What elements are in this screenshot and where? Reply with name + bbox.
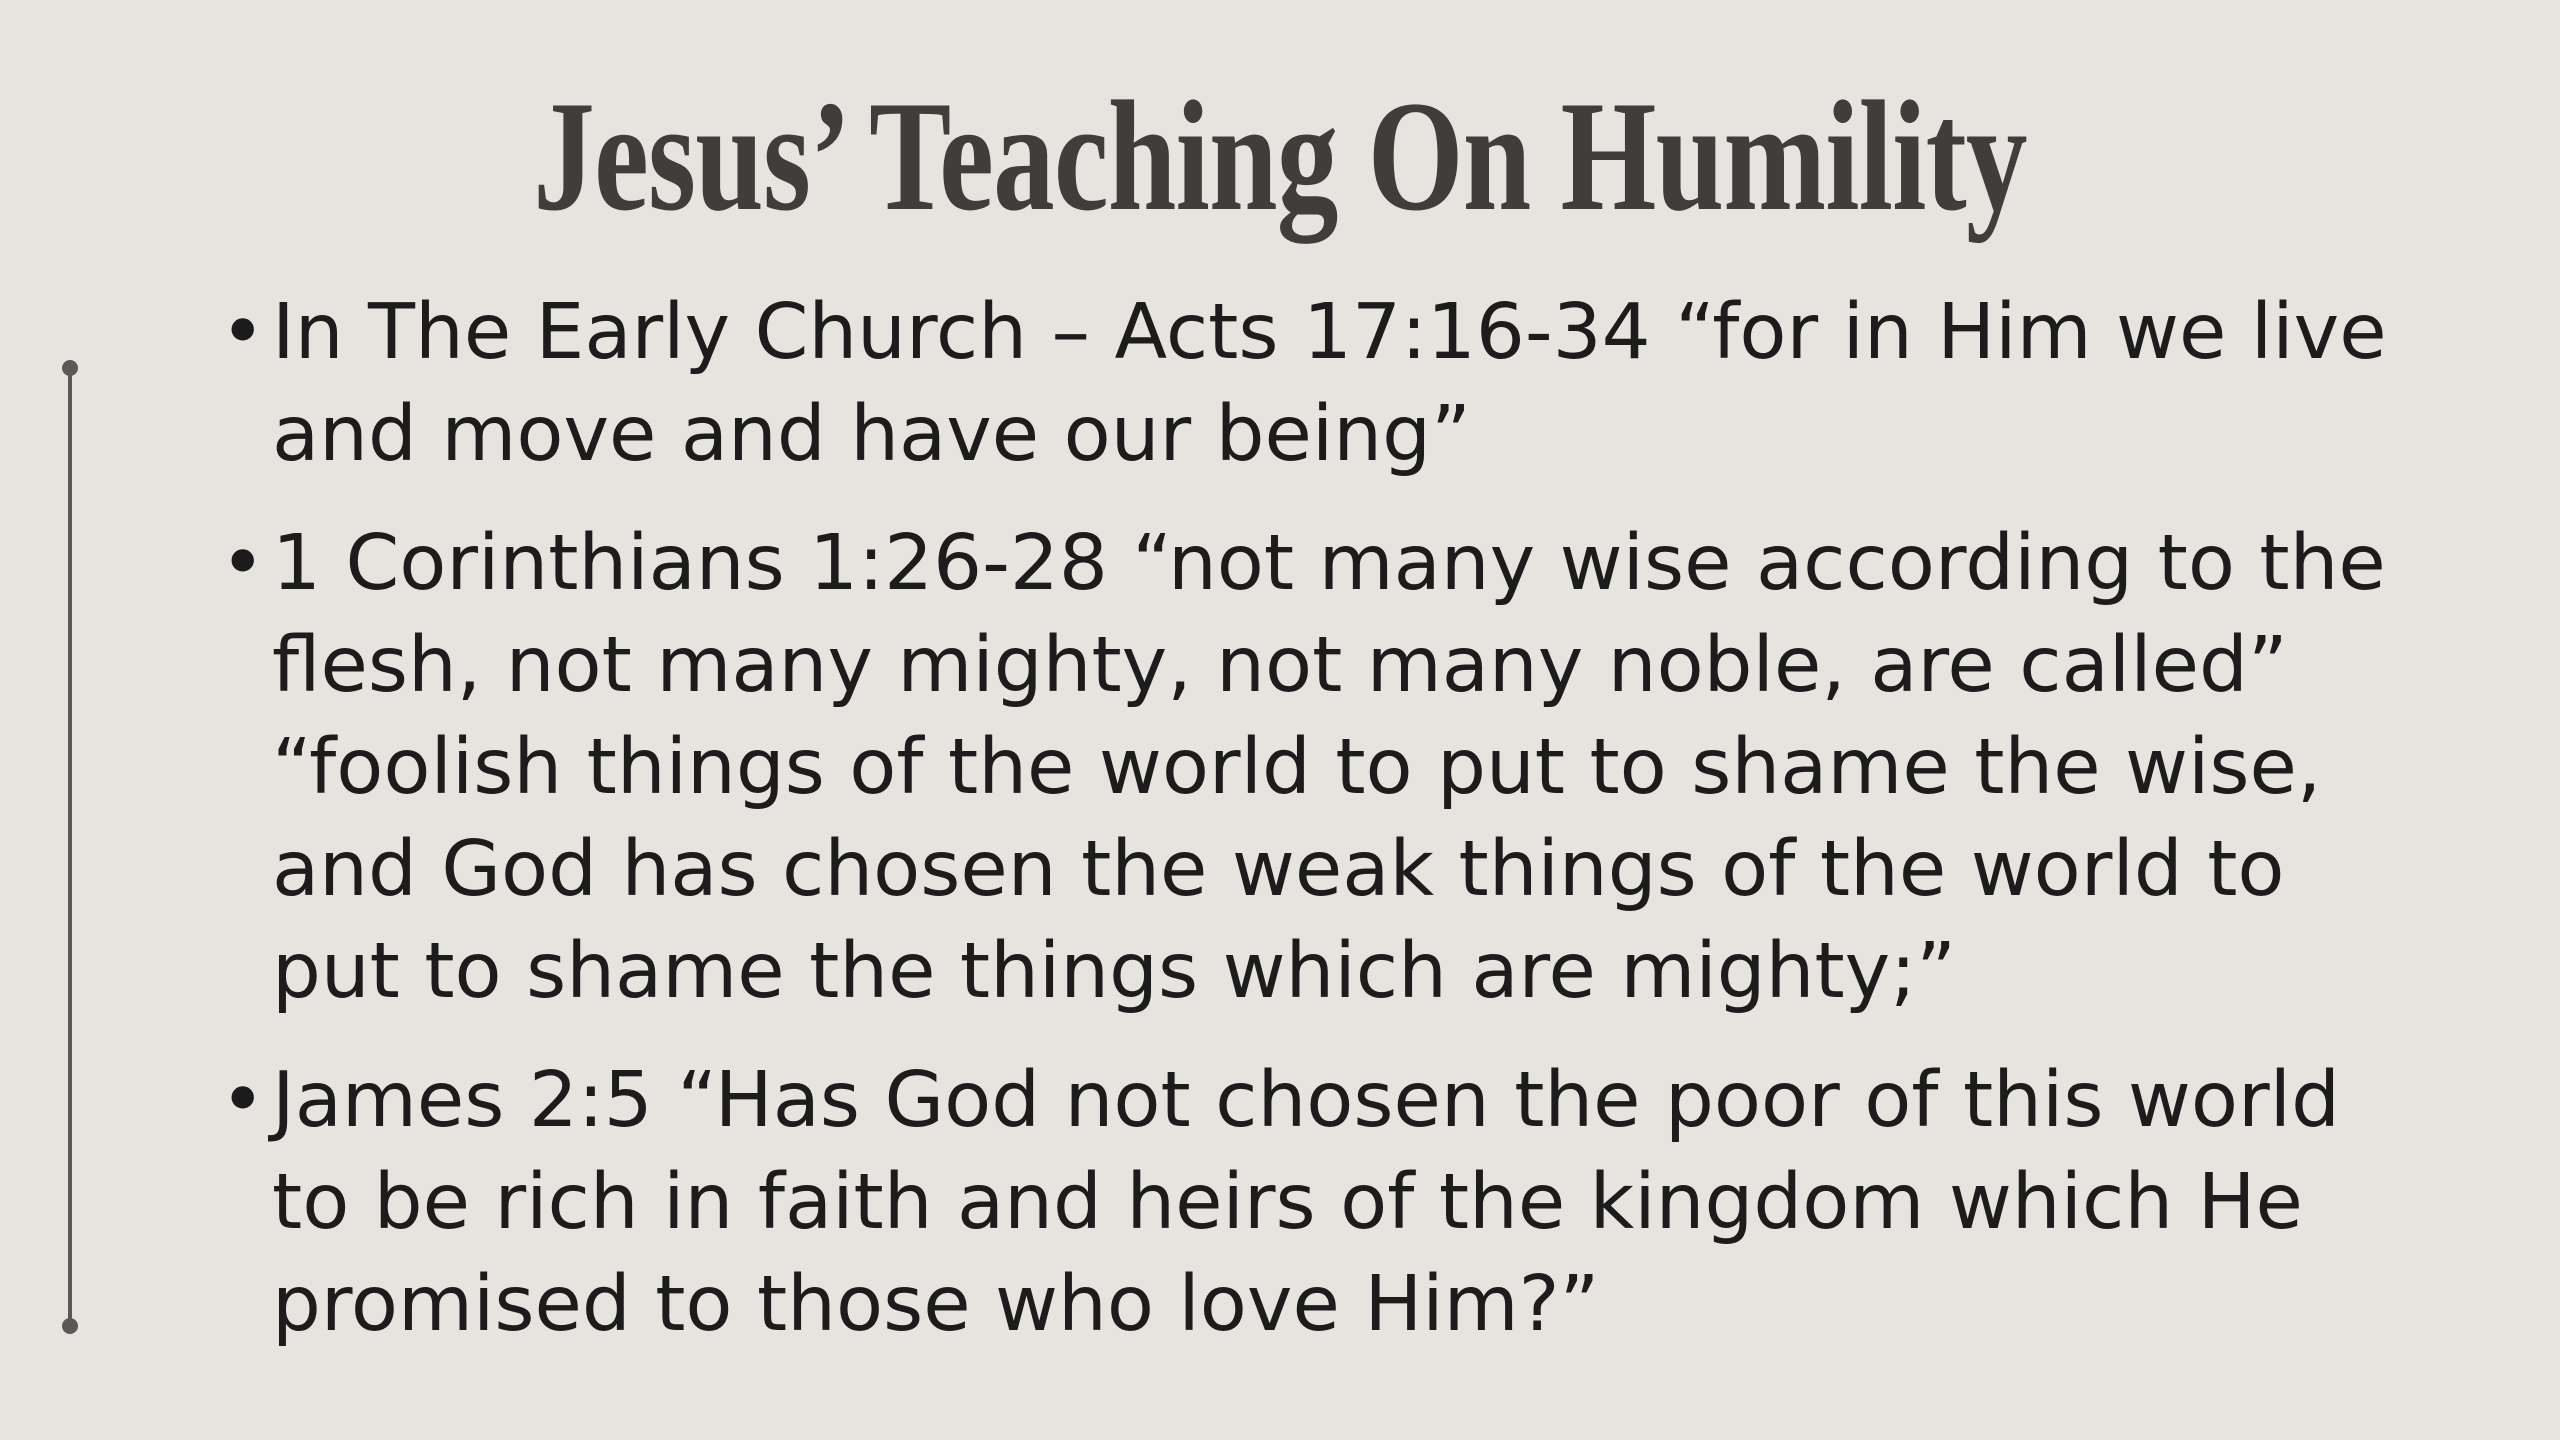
bullet-dot: • xyxy=(220,1056,266,1145)
rule-top-dot xyxy=(62,360,78,376)
vertical-rule xyxy=(68,368,72,1328)
bullet-text: 1 Corinthians 1:26-28 “not many wise according to the flesh, not many mighty, not many noble, are called” “foolish things of the world to put to shame the wise, and God has chosen the weak things of the world to put to shame the things which are mighty;” xyxy=(272,519,2386,1016)
bullet-item-james xyxy=(220,1050,2400,1356)
bullet-list xyxy=(220,282,2400,1383)
bullet-item-corinthians xyxy=(220,513,2400,1023)
bullet-dot: • xyxy=(220,519,266,608)
slide-title: Jesus’ Teaching On Humility xyxy=(533,69,2027,244)
rule-bottom-dot xyxy=(62,1318,78,1334)
bullet-text: James 2:5 “Has God not chosen the poor of this world to be rich in faith and heirs of the kingdom which He promised to those who love Him?” xyxy=(272,1056,2340,1349)
bullet-item-acts xyxy=(220,282,2400,486)
bullet-text: In The Early Church – Acts 17:16-34 “for in Him we live and move and have our being” xyxy=(272,288,2387,479)
bullet-dot: • xyxy=(220,288,266,377)
